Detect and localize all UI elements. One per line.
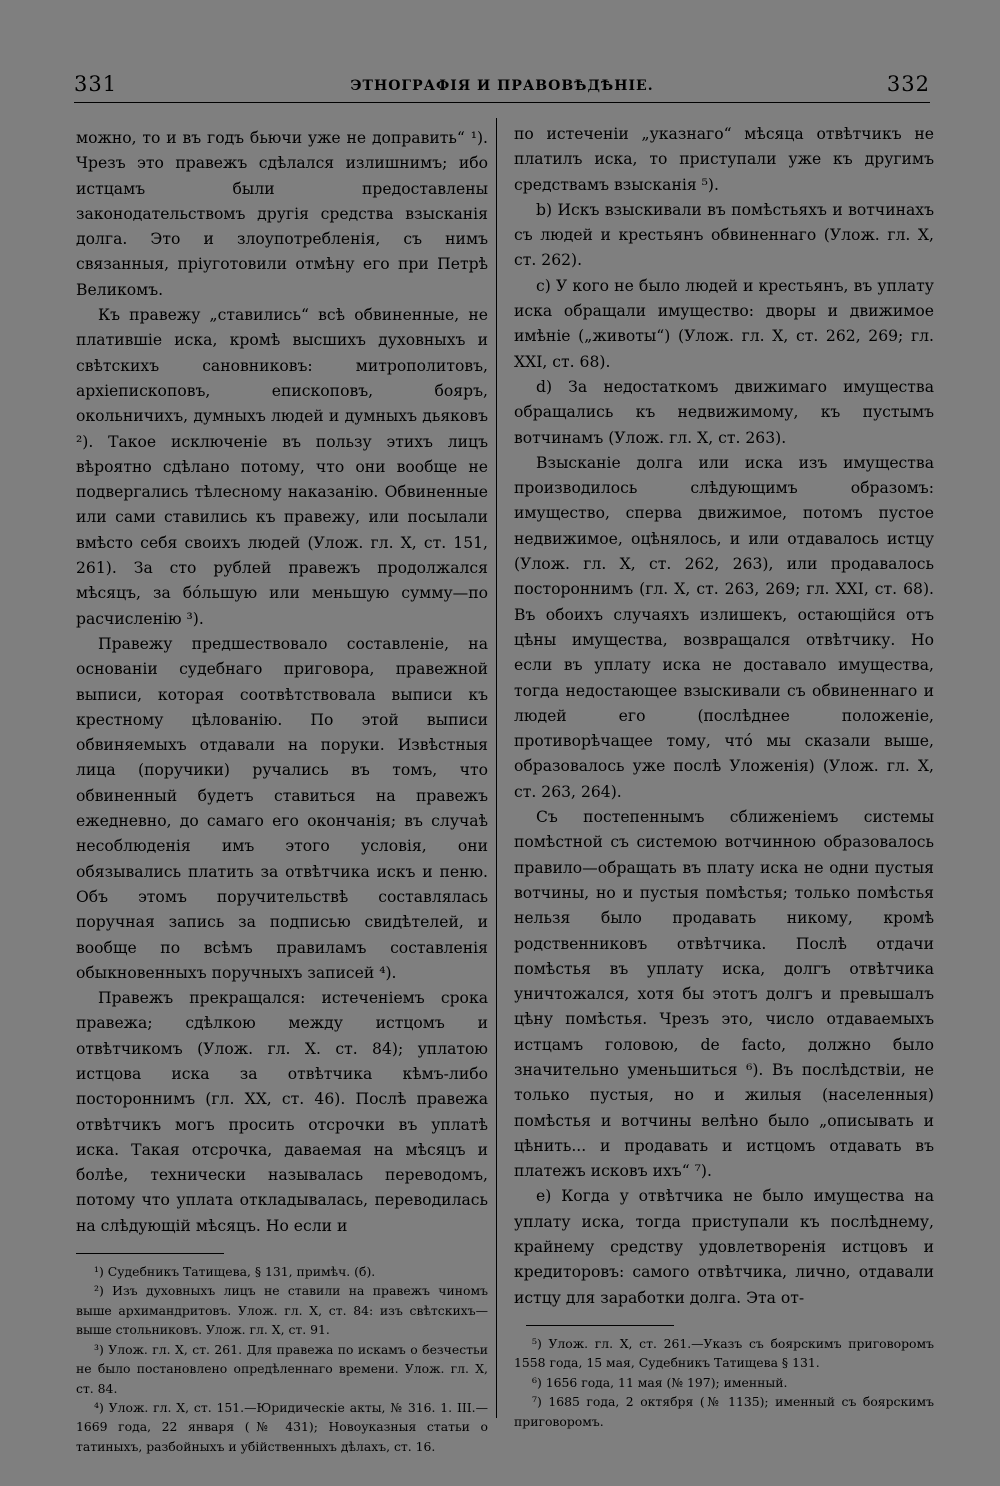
- page-number-left: 331: [74, 72, 118, 96]
- footnote: ³) Улож. гл. X, ст. 261. Для правежа по искамъ о безчестьи не было постановлено опредѣленнаго времени. Улож. гл. X, ст. 84.: [76, 1341, 488, 1396]
- paragraph: Къ правежу „ставились“ всѣ обвиненные, не платившіе иска, кромѣ высшихъ духовныхъ и свѣтскихъ сановниковъ: митрополитовъ, архіепископовъ, епископовъ, бояръ, окольничихъ, думныхъ людей и думныхъ дьяковъ ²). Такое исключеніе въ пользу этихъ лицъ вѣроятно сдѣлано потому, что они вообще не подвергались тѣлесному наказанію. Обвиненные или сами ставились къ правежу, или посылали вмѣсто себя своихъ людей (Улож. гл. X, ст. 151, 261). За сто рублей правежъ продолжался мѣсяцъ, за бо́льшую или меньшую сумму—по расчисленію ³).: [76, 306, 488, 628]
- right-column: [514, 122, 934, 1431]
- footnote: ⁴) Улож. гл. X, ст. 151.—Юридическіе акты, № 316. 1. III.—1669 года, 22 января (№ 431); Новоуказныя статьи о татиныхъ, разбойныхъ и убійственныхъ дѣлахъ, ст. 16.: [76, 1399, 488, 1454]
- paragraph: d) За недостаткомъ движимаго имущества обращались къ недвижимому, къ пустымъ вотчинамъ (Улож. гл. X, ст. 263).: [514, 377, 934, 447]
- paragraph: Правежъ прекращался: истеченіемъ срока правежа; сдѣлкою между истцомъ и отвѣтчикомъ (Улож. гл. X. ст. 84); уплатою истцова иска за отвѣтчика кѣмъ-либо постороннимъ (гл. XX, ст. 46). Послѣ правежа отвѣтчикъ могъ просить отсрочки въ уплатѣ иска. Такая отсрочка, даваемая на мѣсяцъ и болѣе, технически называлась переводомъ, потому что уплата откладывалась, переводилась на слѣдующій мѣсяцъ. Но если и: [76, 989, 488, 1235]
- page-number-right: 332: [886, 72, 930, 96]
- footnote-rule: [526, 1325, 674, 1326]
- left-column-body: [76, 126, 488, 1239]
- paragraph: b) Искъ взыскивали въ помѣстьяхъ и вотчинахъ съ людей и крестьянъ обвиненнаго (Улож. гл. X, ст. 262).: [514, 200, 934, 270]
- paragraph: Правежу предшествовало составленіе, на основаніи судебнаго приговора, правежной выписи, которая соотвѣтствовала выписи къ крестному цѣлованію. По этой выписи обвиняемыхъ отдавали на поруки. Извѣстныя лица (поручики) ручались въ томъ, что обвиненный будетъ ставиться на правежъ ежедневно, до самаго его окончанія; въ случаѣ несоблюденія имъ этого условія, они обязывались платить за отвѣтчика искъ и пеню. Объ этомъ поручительствѣ составлялась поручная запись за подписью свидѣтелей, и вообще по всѣмъ правиламъ составленія обыкновенныхъ поручныхъ записей ⁴).: [76, 634, 488, 982]
- running-title: ЭТНОГРАФІЯ И ПРАВОВѢДѢНІЕ.: [350, 78, 654, 94]
- footnote: ¹) Судебникъ Татищева, § 131, примѣч. (б).: [94, 1264, 376, 1280]
- paragraph: c) У кого не было людей и крестьянъ, въ уплату иска обращали имущество: дворы и движимое имѣніе („животы“) (Улож. гл. X, ст. 262, 269; гл. XXI, ст. 68).: [514, 276, 934, 371]
- right-column-body: [514, 122, 934, 1311]
- left-footnotes: [76, 1262, 488, 1456]
- running-header: [74, 72, 930, 103]
- column-divider: [496, 118, 497, 1418]
- paragraph: Съ постепеннымъ сближеніемъ системы помѣстной съ системою вотчинною образовалось правило—обращать въ плату иска не одни пустыя вотчины, но и пустыя помѣстья; только помѣстья нельзя было продавать никому, кромѣ родственниковъ отвѣтчика. Послѣ отдачи помѣстья въ уплату иска, долгъ отвѣтчика уничтожался, хотя бы этотъ долгъ и превышалъ цѣну помѣстья. Чрезъ это, число отдаваемыхъ истцамъ головою, de facto, должно было значительно уменьшиться ⁶). Въ послѣдствіи, не только пустыя, но и жилыя (населенныя) помѣстья и вотчины велѣно было „описывать и цѣнить... и продавать и истцомъ отдавать въ платежъ исковъ ихъ“ ⁷).: [514, 808, 934, 1181]
- footnote: ²) Изъ духовныхъ лицъ не ставили на правежъ чиномъ выше архимандритовъ. Улож. гл. X, ст. 84: изъ свѣтскихъ—выше стольниковъ. Улож. гл. X, ст. 91.: [76, 1283, 488, 1338]
- paragraph: Взысканіе долга или иска изъ имущества производилось слѣдующимъ образомъ: имущество, сперва движимое, потомъ пустое недвижимое, оцѣнялось, и или отдавалось истцу (Улож. гл. X, ст. 262, 263), или продавалось постороннимъ (гл. X, ст. 263, 269; гл. XXI, ст. 68). Въ обоихъ случаяхъ излишекъ, остающійся отъ цѣны имущества, возвращался отвѣтчику. Но если въ уплату иска не доставало имущества, тогда недостающее взыскивали съ обвиненнаго и людей его (послѣднее положеніе, противорѣчащее тому, что́ мы сказали выше, образовалось уже послѣ Уложенія) (Улож. гл. X, ст. 263, 264).: [514, 453, 934, 801]
- footnote: ⁷) 1685 года, 2 октября (№ 1135); именный съ боярскимъ приговоромъ.: [514, 1394, 934, 1429]
- right-footnotes: [514, 1334, 934, 1431]
- left-column: [76, 126, 488, 1456]
- footnote: ⁶) 1656 года, 11 мая (№ 197); именный.: [532, 1374, 788, 1390]
- paragraph: по истеченіи „указнаго“ мѣсяца отвѣтчикъ не платилъ иска, то приступали уже къ другимъ средствамъ взысканія ⁵).: [514, 125, 934, 194]
- paragraph: e) Когда у отвѣтчика не было имущества на уплату иска, тогда приступали къ послѣднему, крайнему средству удовлетворенія истцовъ и кредиторовъ: самого отвѣтчика, лично, отдавали истцу для заработки долга. Эта от-: [514, 1187, 934, 1307]
- footnote-rule: [76, 1253, 224, 1254]
- paragraph: можно, то и въ годъ бьючи уже не доправить“ ¹). Чрезъ это правежъ сдѣлался излишнимъ; ибо истцамъ были предоставлены законодательствомъ другія средства взысканія долга. Это и злоупотребленія, съ нимъ связанныя, пріуготовили отмѣну его при Петрѣ Великомъ.: [76, 129, 488, 299]
- footnote: ⁵) Улож. гл. X, ст. 261.—Указъ съ боярскимъ приговоромъ 1558 года, 15 мая, Судебникъ Татищева § 131.: [514, 1335, 934, 1371]
